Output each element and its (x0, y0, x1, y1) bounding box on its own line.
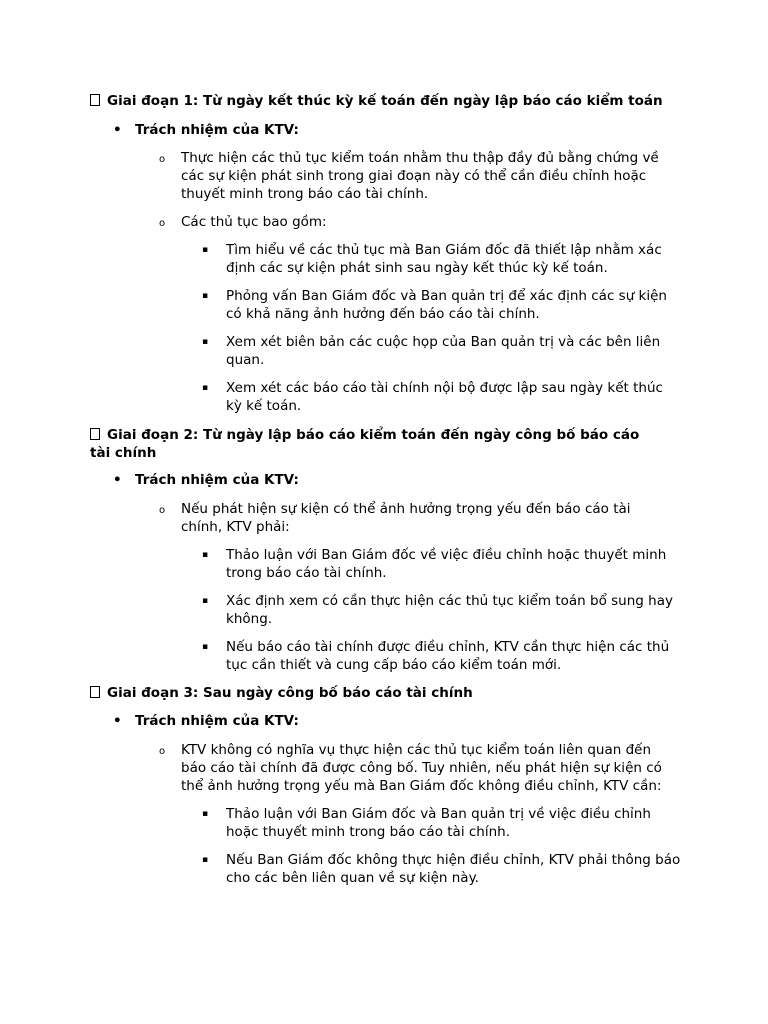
stage-1-subitem-1 (202, 241, 681, 277)
stage-1-subitem-3-text: Xem xét biên bản các cuộc họp của Ban quản trị và các bên liên quan. (226, 334, 661, 368)
stage-1-subitem-1-text: Tìm hiểu về các thủ tục mà Ban Giám đốc đã thiết lập nhằm xác định các sự kiện phát sinh sau ngày kết thúc kỳ kế toán. (226, 242, 662, 276)
checkbox-glyph-icon (90, 94, 100, 106)
stage-3-title: Giai đoạn 3: Sau ngày công bố báo cáo tài chính (107, 685, 473, 701)
square-bullet-icon: ▪ (202, 245, 209, 255)
circle-bullet-icon: o (159, 505, 166, 516)
circle-bullet-icon: o (159, 218, 166, 229)
circle-bullet-icon: o (159, 746, 166, 757)
stage-1-item-1-text: Thực hiện các thủ tục kiểm toán nhằm thu thập đầy đủ bằng chứng về các sự kiện phát sinh trong giai đoạn này có thể cần điều chỉnh hoặc thuyết minh trong báo cáo tài chính. (181, 150, 659, 202)
stage-3-resp-label: Trách nhiệm của KTV: (135, 713, 299, 729)
checkbox-glyph-icon (90, 686, 100, 698)
stage-1-title: Giai đoạn 1: Từ ngày kết thúc kỳ kế toán đến ngày lập báo cáo kiểm toán (107, 93, 663, 109)
stage-3-item-1 (159, 741, 676, 795)
stage-3-responsibility (113, 712, 299, 730)
square-bullet-icon: ▪ (202, 291, 209, 301)
bullet-icon: • (113, 713, 122, 729)
stage-3-subitem-2-text: Nếu Ban Giám đốc không thực hiện điều chỉnh, KTV phải thông báo cho các bên liên quan về sự kiện này. (226, 852, 681, 886)
stage-1-heading (90, 92, 690, 110)
square-bullet-icon: ▪ (202, 596, 209, 606)
stage-1-subitem-2 (202, 287, 681, 323)
stage-3-item-1-text: KTV không có nghĩa vụ thực hiện các thủ tục kiểm toán liên quan đến báo cáo tài chính đã được công bố. Tuy nhiên, nếu phát hiện sự kiện có thể ảnh hưởng trọng yếu mà Ban Giám đốc không điều chỉnh, KTV cần: (181, 742, 662, 794)
checkbox-glyph-icon (90, 428, 100, 440)
stage-3-subitem-2 (202, 851, 681, 887)
stage-2-responsibility (113, 471, 299, 489)
stage-2-subitem-2-text: Xác định xem có cần thực hiện các thủ tục kiểm toán bổ sung hay không. (226, 593, 673, 627)
square-bullet-icon: ▪ (202, 550, 209, 560)
stage-2-subitem-3 (202, 638, 681, 674)
stage-1-item-2-text: Các thủ tục bao gồm: (181, 214, 327, 230)
stage-1-subitem-2-text: Phỏng vấn Ban Giám đốc và Ban quản trị để xác định các sự kiện có khả năng ảnh hưởng đến báo cáo tài chính. (226, 288, 667, 322)
stage-3-heading (90, 684, 690, 702)
stage-1-subitem-4-text: Xem xét các báo cáo tài chính nội bộ được lập sau ngày kết thúc kỳ kế toán. (226, 380, 663, 414)
stage-2-resp-label: Trách nhiệm của KTV: (135, 472, 299, 488)
stage-1-item-2 (159, 213, 676, 231)
square-bullet-icon: ▪ (202, 809, 209, 819)
stage-1-item-1 (159, 149, 676, 203)
stage-2-title: Giai đoạn 2: Từ ngày lập báo cáo kiểm toán đến ngày công bố báo cáo tài chính (90, 427, 640, 461)
stage-2-subitem-2 (202, 592, 681, 628)
square-bullet-icon: ▪ (202, 855, 209, 865)
stage-2-subitem-3-text: Nếu báo cáo tài chính được điều chỉnh, KTV cần thực hiện các thủ tục cần thiết và cung cấp báo cáo kiểm toán mới. (226, 639, 670, 673)
stage-2-item-1 (159, 500, 651, 536)
bullet-icon: • (113, 472, 122, 488)
square-bullet-icon: ▪ (202, 642, 209, 652)
stage-1-responsibility (113, 121, 299, 139)
stage-3-subitem-1-text: Thảo luận với Ban Giám đốc và Ban quản trị về việc điều chỉnh hoặc thuyết minh trong báo cáo tài chính. (226, 806, 651, 840)
stage-2-subitem-1 (202, 546, 681, 582)
square-bullet-icon: ▪ (202, 337, 209, 347)
bullet-icon: • (113, 122, 122, 138)
circle-bullet-icon: o (159, 154, 166, 165)
stage-2-heading (90, 426, 660, 462)
square-bullet-icon: ▪ (202, 383, 209, 393)
stage-2-item-1-text: Nếu phát hiện sự kiện có thể ảnh hưởng trọng yếu đến báo cáo tài chính, KTV phải: (181, 501, 631, 535)
stage-1-resp-label: Trách nhiệm của KTV: (135, 122, 299, 138)
stage-1-subitem-3 (202, 333, 681, 369)
stage-1-subitem-4 (202, 379, 681, 415)
stage-2-subitem-1-text: Thảo luận với Ban Giám đốc về việc điều chỉnh hoặc thuyết minh trong báo cáo tài chính. (226, 547, 667, 581)
stage-3-subitem-1 (202, 805, 681, 841)
